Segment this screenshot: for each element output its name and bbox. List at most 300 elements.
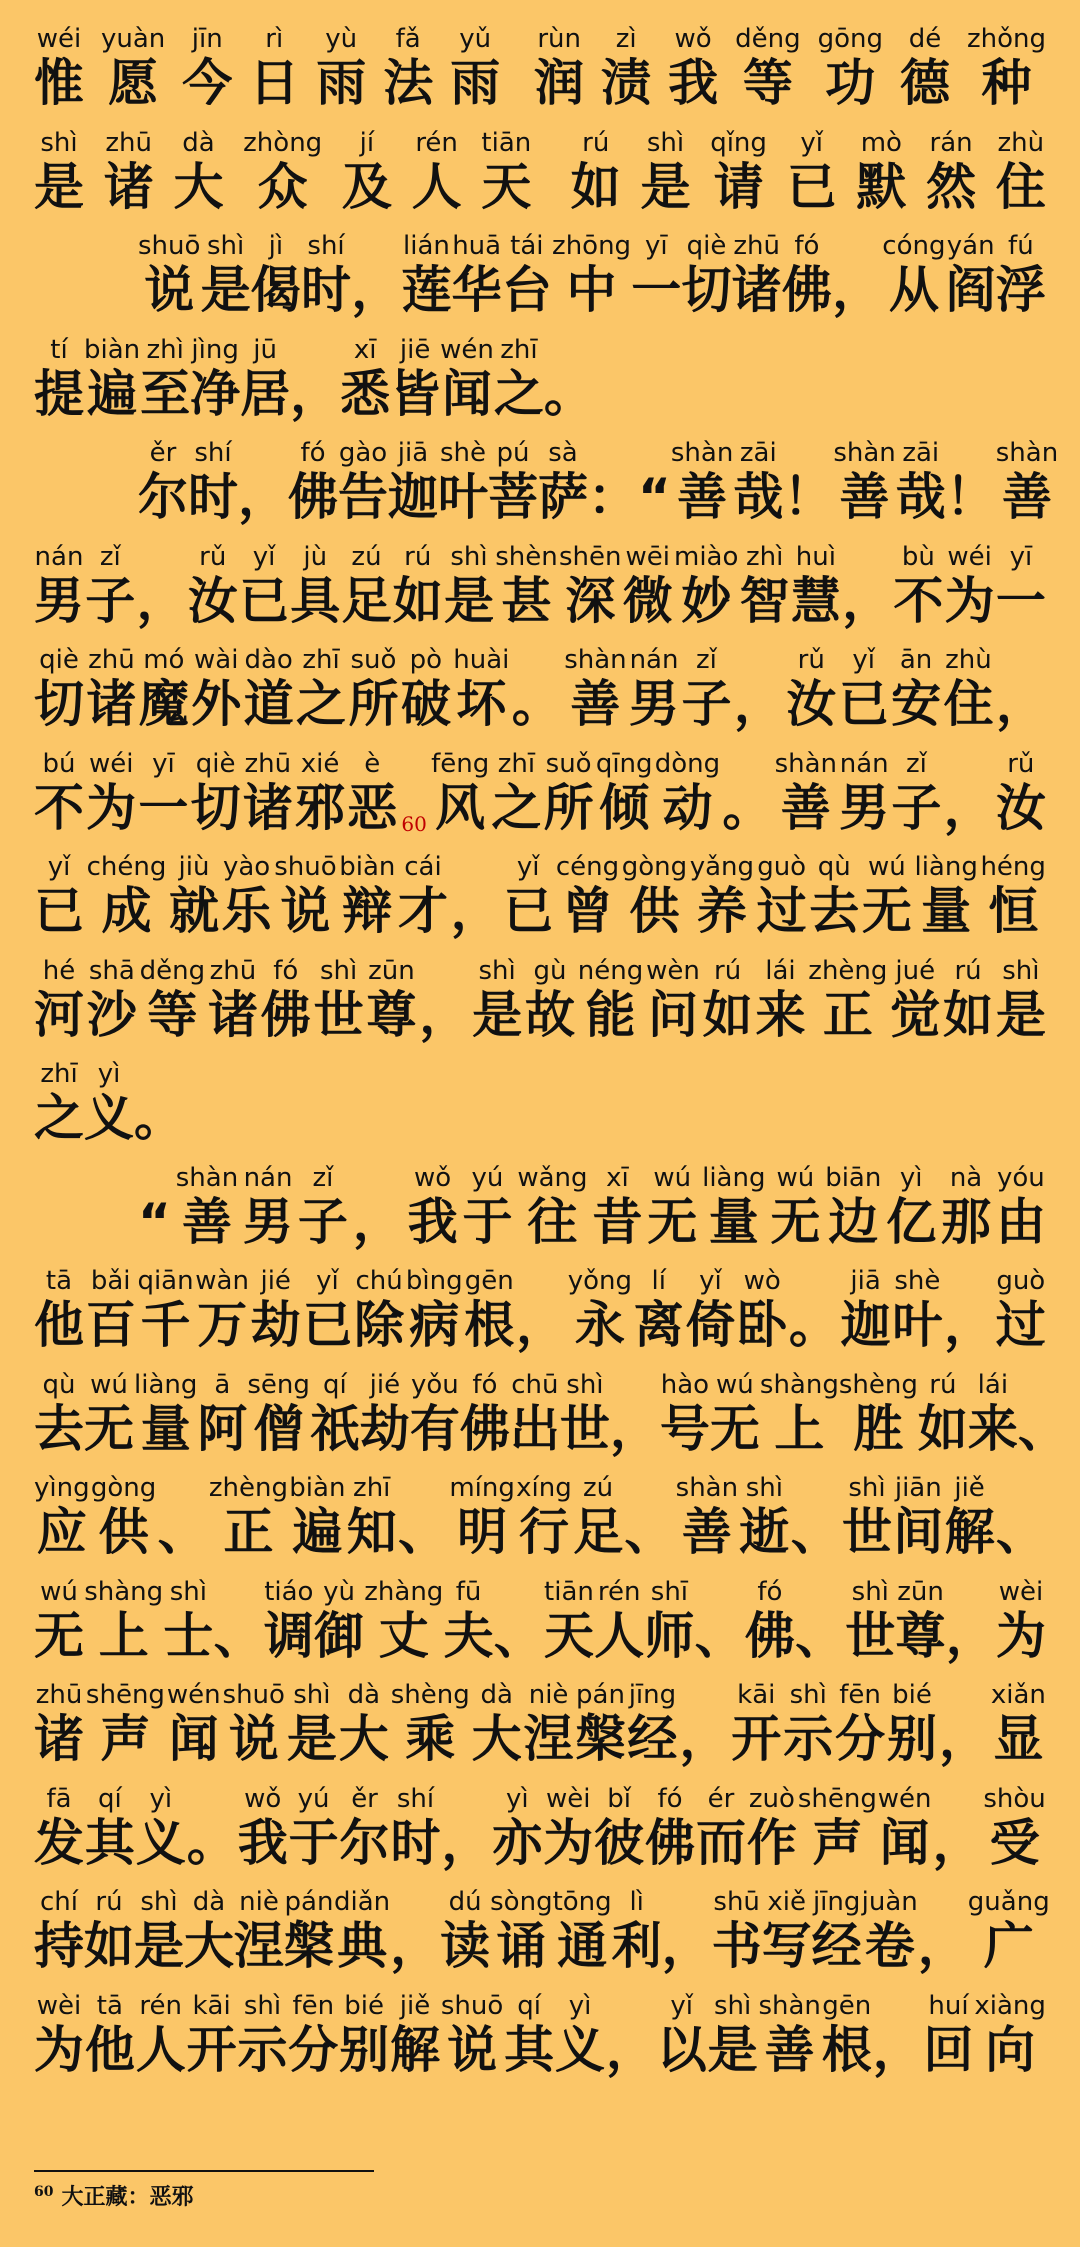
pinyin: xiǎn [990,1680,1046,1710]
pinyin: yǐ [786,127,837,158]
pinyin: jí [341,127,392,158]
character: 然rán [926,127,977,216]
pinyin: wú [770,1162,821,1193]
punctuation: ， [832,261,883,319]
text-line [138,422,1059,526]
character: 居jū [240,334,291,423]
pinyin: zì [601,24,652,54]
pinyin: lái [967,1369,1018,1400]
character: 无wú [709,1369,760,1458]
character: 等děng [735,24,801,112]
character: 示shì [237,1990,288,2079]
pinyin: zǐ [681,645,732,675]
character: 是shì [134,1887,184,1975]
character: 是shì [34,127,84,216]
pinyin: tiān [481,127,532,158]
pinyin: fó [260,955,311,986]
punctuation: ， [516,1296,567,1354]
pinyin: zhū [242,748,293,779]
character: 作zuò [746,1783,797,1872]
pinyin: yǐ [656,1990,707,2021]
character: 无wú [861,852,912,940]
pinyin: zhèng [808,955,888,986]
pinyin: liàng [914,852,978,882]
pinyin: cái [397,852,448,882]
character: 知zhī [346,1473,397,1561]
pinyin: lì [611,1887,662,1917]
pinyin: fū [443,1576,494,1607]
pinyin: biān [825,1162,882,1193]
pinyin: fó [781,231,832,261]
character: 种zhǒng [966,24,1046,112]
character: 阿ā [197,1369,248,1458]
character: 一yī [138,748,189,837]
pinyin: fú [995,231,1046,261]
character: 德dé [899,24,950,112]
pinyin: tiān [543,1576,594,1607]
character: 之zhī [491,748,542,837]
punctuation: ， [605,2020,656,2079]
pinyin: tā [34,1266,84,1296]
punctuation: ， [390,1917,441,1975]
footnote-marker: 60 [401,811,427,836]
character: 千qiān [137,1266,194,1354]
pinyin: sēng [247,1369,310,1400]
character: 亦yì [492,1783,543,1872]
character: 为wèi [995,1576,1046,1665]
pinyin: wǎng [517,1162,588,1193]
character: 量liàng [702,1162,766,1251]
pinyin: wén [440,334,494,365]
character: 大dà [471,1680,522,1768]
character: 去qù [34,1369,84,1458]
punctuation: ， [441,1813,492,1872]
character: 男nán [243,1162,294,1251]
pinyin: zú [341,541,392,572]
pinyin: shàn [675,1473,739,1503]
pinyin: jiē [390,334,441,365]
pinyin: jué [890,955,941,986]
character: 离lí [633,1266,684,1354]
pinyin: qiè [190,748,241,779]
pinyin: shuō [274,852,337,882]
character: 有yǒu [409,1369,460,1458]
pinyin: yǐ [302,1266,353,1296]
pinyin: shí [390,1783,441,1814]
character: 师shī [644,1576,695,1665]
character: 如rú [702,955,753,1044]
punctuation: ， [450,882,501,940]
pinyin: zhòng [243,127,323,158]
character: 大dà [173,127,224,216]
character: 今jīn [182,24,233,112]
character: 说shuō [138,231,201,319]
pinyin: chí [34,1887,84,1917]
character: 过guò [995,1266,1046,1354]
character: 甚shèn [495,541,558,630]
character: 切qiè [34,645,84,733]
punctuation: 、 [995,1503,1046,1561]
character: 沙shā [86,955,137,1044]
character: 乘shèng [390,1680,470,1768]
pinyin: shòu [983,1783,1046,1814]
character: 无wú [647,1162,698,1251]
character: 住zhù [995,127,1046,216]
character: 善shàn [758,1990,821,2079]
character: 能néng [577,955,644,1044]
punctuation: 。 [134,1089,184,1147]
pinyin: niè [234,1887,284,1917]
character: 迦jiā [388,438,438,526]
pinyin: shàn [758,1990,821,2021]
pinyin: yǒu [409,1369,460,1400]
punctuation: 。 [511,675,562,733]
character: 人rén [135,1990,186,2079]
pinyin: dòng [654,748,721,779]
character: 劫jié [359,1369,410,1458]
pinyin: nán [839,748,890,779]
character: 闻wén [877,1783,932,1872]
character: 去qù [809,852,860,940]
character: 愿yuàn [100,24,166,112]
pinyin: xíng [516,1473,572,1503]
text-line [34,629,1046,732]
text-line [34,836,1046,939]
pinyin: rú [943,955,994,986]
character: 亿yì [886,1162,937,1251]
character: 御yù [314,1576,365,1665]
punctuation: “ [138,1192,171,1251]
footnote-divider [34,2170,374,2172]
pinyin: wén [877,1783,932,1814]
pinyin: mò [856,127,907,158]
pinyin: rǔ [995,748,1046,779]
character: 如rú [943,955,994,1044]
pinyin: suǒ [543,748,594,779]
pinyin: yǔ [450,24,501,54]
punctuation: ， [419,985,470,1044]
pinyin: jiā [388,438,438,468]
pinyin: chū [509,1369,560,1400]
character: 义yì [555,1990,606,2079]
punctuation: 、 [157,1503,208,1561]
character: 根gēn [464,1266,515,1354]
character: 一yī [995,541,1046,630]
character: 正zhèng [808,955,888,1044]
punctuation: ， [352,1192,403,1251]
pinyin: céng [555,852,620,882]
pinyin: huā [451,231,502,261]
character: 涅niè [523,1680,574,1768]
text-line [34,112,1046,215]
character: 倚yǐ [685,1266,736,1354]
character: 妙miào [674,541,739,630]
character: 哉zāi [895,438,946,526]
character: 邪xié [295,748,346,837]
text-line [34,319,1046,422]
character: 分fēn [835,1680,886,1768]
pinyin: tiáo [263,1576,314,1607]
character: 闻wén [166,1680,221,1768]
character: 尔ěr [339,1783,390,1872]
character: 解jiě [390,1990,441,2079]
character: 已yǐ [503,852,554,940]
character: 回huí [923,1990,974,2079]
character: 闻wén [440,334,494,423]
pinyin: pò [400,645,451,675]
pinyin: zhū [103,127,154,158]
pinyin: tí [34,334,84,365]
character: 量liàng [914,852,978,940]
pinyin: jīng [627,1680,678,1710]
pinyin: rì [249,24,300,54]
pinyin: shì [707,1990,758,2021]
character: 诸zhū [731,231,782,319]
pinyin: guǎng [967,1887,1050,1917]
pinyin: fēn [288,1990,339,2021]
pinyin: zhì [739,541,790,572]
character: 于yú [462,1162,513,1251]
pinyin: shèng [838,1369,918,1400]
pinyin: jì [250,231,301,261]
punctuation: ， [917,1917,968,1975]
character: 迦jiā [840,1266,891,1354]
pinyin: fó [288,438,338,468]
character: 台tái [501,231,552,319]
pinyin: nán [243,1162,294,1193]
punctuation: 、 [790,1503,841,1561]
pinyin: shè [892,1266,943,1296]
character: 汝rǔ [187,541,238,630]
character: 别bié [887,1680,938,1768]
punctuation: 。 [186,1813,237,1872]
character: 义yì [135,1783,186,1872]
character: 坏huài [453,645,510,733]
character: 天tiān [481,127,532,216]
character: 已yǐ [302,1266,353,1354]
pinyin: yī [995,541,1046,572]
pinyin: shèng [390,1680,470,1710]
character: 辩biàn [339,852,396,940]
character: 世shì [845,1576,896,1665]
pinyin: zǐ [891,748,942,779]
character: 根gēn [821,1990,872,2079]
character: 逝shì [739,1473,790,1561]
character: 哉zāi [733,438,784,526]
pinyin: chéng [86,852,167,882]
character: 永yǒng [567,1266,633,1354]
pinyin: shì [995,955,1046,986]
pinyin: shì [640,127,691,158]
character: 示shì [783,1680,834,1768]
pinyin: rǔ [187,541,238,572]
pinyin: shēng [797,1783,877,1814]
punctuation: ， [661,1917,712,1975]
pinyin: shàn [995,438,1059,468]
character: 风fēng [431,748,490,837]
character: 悉xī [340,334,391,423]
pinyin: fēn [835,1680,886,1710]
pinyin: dà [184,1887,234,1917]
character: 边biān [825,1162,882,1251]
character: 破pò [400,645,451,733]
character: 男nán [629,645,680,733]
pinyin: nà [941,1162,992,1193]
character: 所suǒ [543,748,594,837]
character: 如rú [917,1369,968,1458]
character: 尔ěr [138,438,188,526]
character: 说shuō [440,1990,504,2079]
pinyin: bié [887,1680,938,1710]
character: 切qiè [190,748,241,837]
character: 其qí [84,1783,135,1872]
pinyin: ěr [339,1783,390,1814]
pinyin: xī [340,334,391,365]
character: 善shàn [774,748,837,837]
character: 等děng [139,955,206,1044]
pinyin: yóu [995,1162,1046,1193]
pinyin: shēn [559,541,622,572]
character: 向xiàng [974,1990,1046,2079]
pinyin: huì [790,541,841,572]
pinyin: yǐ [503,852,554,882]
pinyin: yú [288,1783,339,1814]
character: 子zǐ [297,1162,348,1251]
pinyin: yǐ [838,645,889,675]
pinyin: néng [577,955,644,986]
punctuation: 、 [1017,1399,1068,1458]
punctuation: 。 [543,364,594,423]
pinyin: shì [237,1990,288,2021]
pinyin: yì [886,1162,937,1193]
pinyin: suǒ [348,645,399,675]
character: 上shàng [84,1576,164,1665]
pinyin: wú [861,852,912,882]
character: 典diǎn [334,1887,391,1975]
character: 尊zūn [366,955,417,1044]
pinyin: liàng [702,1162,766,1193]
pinyin: zhù [943,645,994,675]
character: 微wēi [622,541,673,630]
pinyin: ér [695,1783,746,1814]
punctuation: ， [944,1296,995,1354]
character: 写xiě [761,1887,812,1975]
character: 槃pán [575,1680,626,1768]
character: 如rú [392,541,443,630]
pinyin: wàn [195,1266,249,1296]
character: 说shuō [274,852,337,940]
pinyin: fā [34,1783,84,1814]
punctuation: ， [290,364,341,423]
character: 之zhī [34,1059,84,1147]
pinyin: gù [524,955,575,986]
pinyin: yì [135,1783,186,1814]
character: 时shí [301,231,352,319]
pinyin: sòng [490,1887,553,1917]
punctuation: ：“ [588,468,671,526]
pinyin: shì [559,1369,610,1400]
pinyin: bié [339,1990,390,2021]
pinyin: dà [338,1680,389,1710]
pinyin: qiè [681,231,732,261]
text-line [34,1871,1050,1975]
character: 切qiè [681,231,732,319]
character: 子zǐ [891,748,942,837]
character: 已yǐ [838,645,889,733]
character: 于yú [288,1783,339,1872]
pinyin: zhǒng [966,24,1046,54]
punctuation: ， [945,1606,996,1665]
character: 时shí [390,1783,441,1872]
character: 子zǐ [681,645,732,733]
pinyin: è [347,748,398,779]
punctuation: 、 [694,1606,745,1665]
character: 持chí [34,1887,84,1975]
punctuation: 。 [788,1296,839,1354]
character: 调tiáo [263,1576,314,1665]
character: 义yì [84,1059,134,1147]
pinyin: qǐng [710,127,767,158]
pinyin: wú [84,1369,134,1400]
character: 河hé [34,955,84,1044]
pinyin: shàn [564,645,627,675]
text-line [34,1354,1068,1458]
pinyin: bú [34,748,84,779]
character: 胜shèng [838,1369,918,1458]
pinyin: shàng [84,1576,164,1607]
pinyin: rú [570,127,621,158]
character: 开kāi [731,1680,782,1768]
punctuation: 、 [624,1503,675,1561]
pinyin: shì [472,955,523,986]
character: 为wéi [944,541,995,630]
character: 利lì [611,1887,662,1975]
pinyin: zhì [140,334,191,365]
character: 足zú [341,541,392,630]
character: 就jiù [168,852,219,940]
character: 阎yán [945,231,996,319]
character: 雨yǔ [450,24,501,112]
pinyin: jū [240,334,291,365]
pinyin: shū [711,1887,762,1917]
character: 为wèi [543,1783,594,1872]
pinyin: zhī [491,748,542,779]
pinyin: yìng [34,1473,90,1503]
punctuation: 、 [795,1606,846,1665]
pinyin: shì [739,1473,790,1503]
pinyin: chú [354,1266,405,1296]
pinyin: shì [841,1473,892,1503]
pinyin: zhū [731,231,782,261]
character: 才cái [397,852,448,940]
character: 曾céng [555,852,620,940]
character: 彼bǐ [594,1783,645,1872]
pinyin: sà [538,438,588,468]
pinyin: gòng [621,852,688,882]
punctuation: 、 [398,1503,449,1561]
pinyin: zhī [34,1059,84,1089]
character: 读dú [440,1887,491,1975]
character: 分fēn [288,1990,339,2079]
character: 世shì [841,1473,892,1561]
pinyin: zūn [895,1576,946,1607]
character: 男nán [839,748,890,837]
pinyin: shàng [759,1369,839,1400]
pinyin: wǒ [668,24,719,54]
character: 除chú [354,1266,405,1354]
pinyin: guò [756,852,807,882]
pinyin: wéi [944,541,995,572]
